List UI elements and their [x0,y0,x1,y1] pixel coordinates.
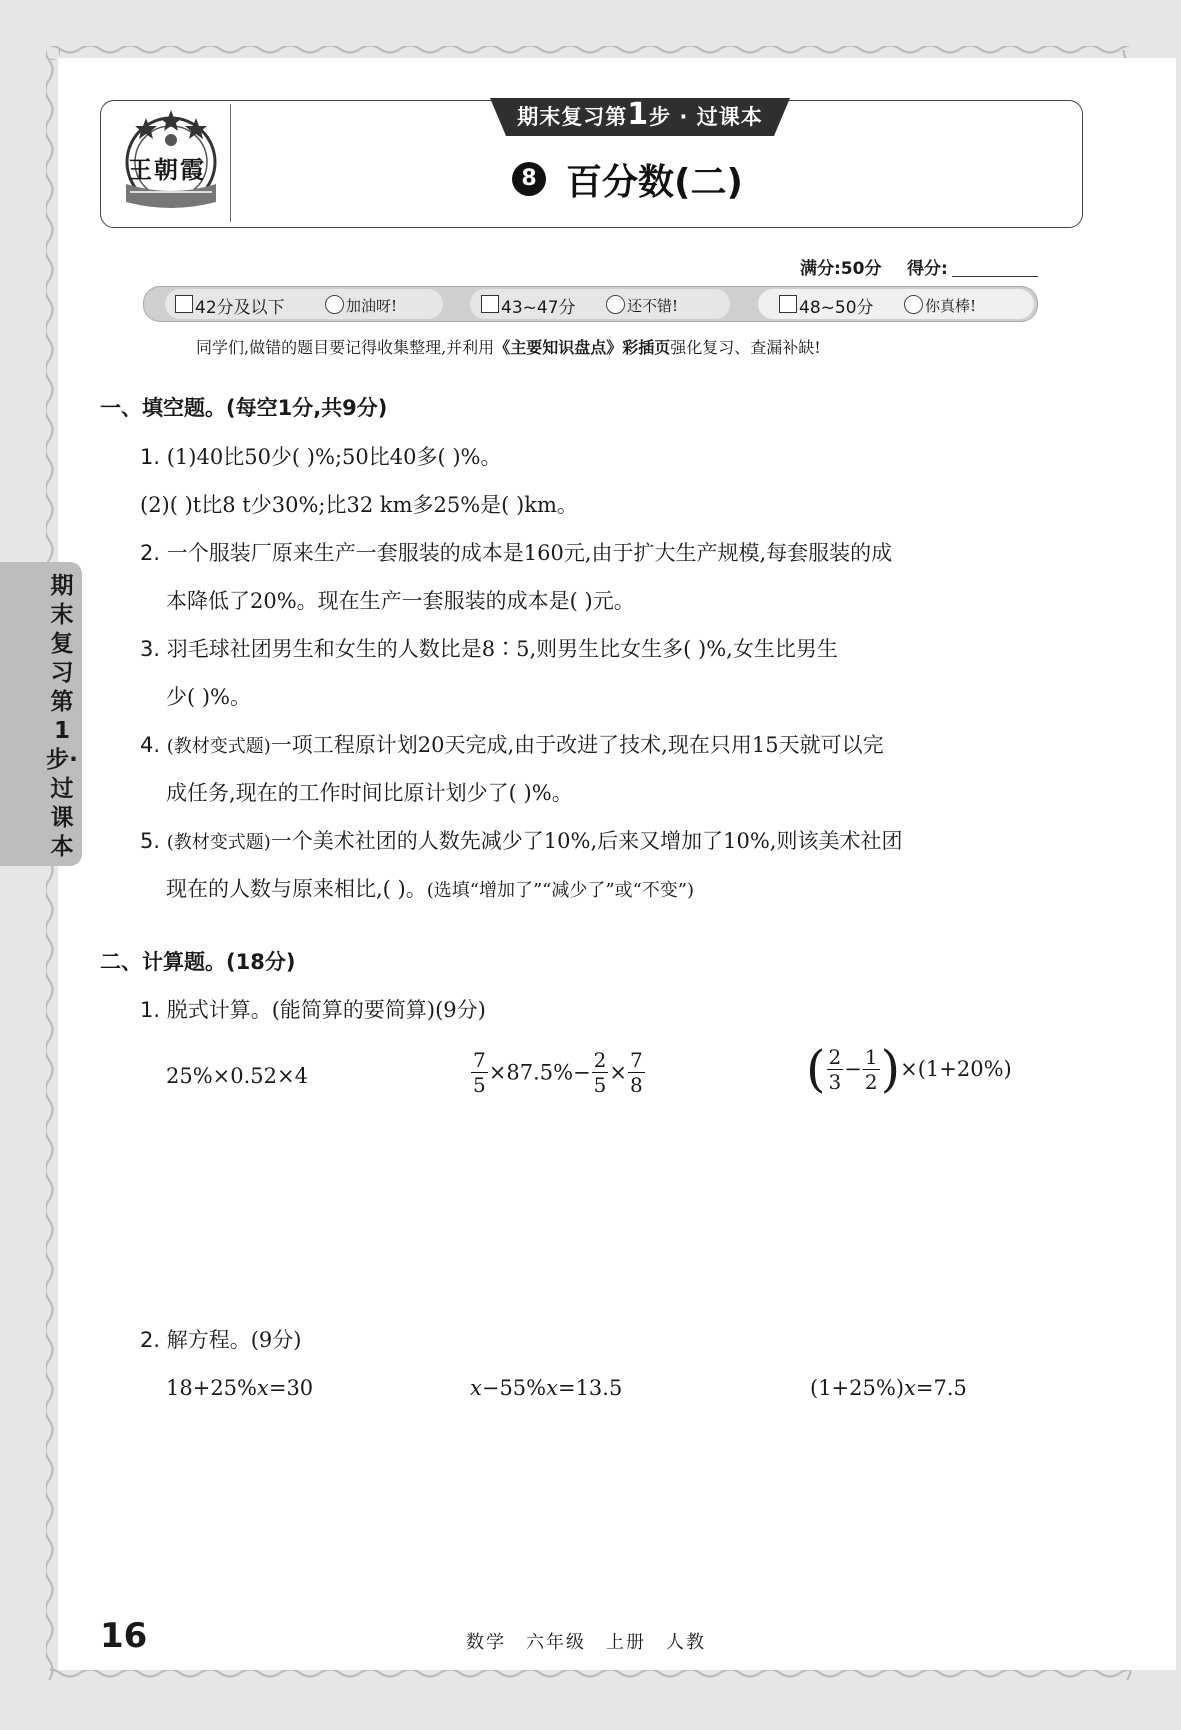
question-text: 本降低了20%。现在生产一套服装的成本是( )元。 [166,589,635,613]
section2-heading: 二、计算题。(18分) [100,950,296,974]
problem-number: 2. [140,1328,161,1352]
lesson-number-badge: 8 [512,162,546,196]
problem-2-title [140,1324,301,1354]
question-number: 2. [140,541,161,565]
question-text: (1)40比50少( )%;50比40多( )%。 [166,445,502,469]
question-number: 1. [140,445,161,469]
band-comment-3: 你真棒! [925,297,977,315]
question-number: 3. [140,637,161,661]
logo-name: 王朝霞 [128,155,206,184]
question-4-line-1 [140,729,884,759]
question-tag: (教材变式题) [166,832,271,853]
expression-1: 25%×0.52×4 [166,1064,308,1088]
note-text-a: 同学们,做错的题目要记得收集整理,并利用 [196,338,495,357]
step-banner-text [504,97,776,132]
score-blank[interactable] [952,276,1038,277]
smiley-icon [325,295,344,314]
note-text-b: 《主要知识盘点》彩插页 [494,338,671,357]
fraction: $\frac{2}{3}$ [828,1044,842,1094]
question-text: 现在的人数与原来相比,( )。 [166,877,427,901]
question-3-line-1 [140,633,838,663]
step-prefix: 期末复习第 [517,105,628,129]
page-number: 16 [100,1616,148,1656]
problem-text: 脱式计算。(能简算的要简算)(9分) [166,998,486,1022]
band-comment-2: 还不错! [627,297,679,315]
band-range-2: 43~47分 [501,298,576,318]
section1-heading: 一、填空题。(每空1分,共9分) [100,396,388,420]
smiley-icon [606,295,625,314]
smiley-icon [904,295,923,314]
question-text: 羽毛球社团男生和女生的人数比是8∶5,则男生比女生多( )%,女生比男生 [166,637,838,661]
band-checkbox-1[interactable] [175,295,193,313]
question-tag: (教材变式题) [166,736,271,757]
question-1-line-1 [140,441,501,471]
note-text-c: 强化复习、查漏补缺! [670,338,821,357]
question-number: 4. [140,733,161,757]
question-3-line-2 [166,681,251,711]
equation-2: x−55%x=13.5 [470,1376,623,1400]
question-text: 一项工程原计划20天完成,由于改进了技术,现在只用15天就可以完 [270,733,884,757]
question-text: 一个美术社团的人数先减少了10%,后来又增加了10%,则该美术社团 [270,829,903,853]
expression-2: $\frac{7}{5}$ ×87.5%− $\frac{2}{5}$ × $\frac{7}{8}$ [473,1048,643,1097]
question-text: 一个服装厂原来生产一套服装的成本是160元,由于扩大生产规模,每套服装的成 [166,541,893,565]
expression-3: ( $\frac{2}{3}$ − $\frac{1}{2}$ )×(1+20%) [806,1040,1012,1098]
fraction: $\frac{1}{2}$ [864,1044,878,1094]
book-info: 数学 六年级 上册 人教 [466,1632,706,1653]
question-text: 少( )%。 [166,685,252,709]
question-4-line-2 [166,777,573,807]
band-comment-1: 加油呀! [346,297,398,315]
logo-divider [230,104,231,222]
question-number: 5. [140,829,161,853]
problem-1-title [140,994,486,1024]
problem-text: 解方程。(9分) [166,1328,302,1352]
question-hint: (选填“增加了”“减少了”或“不变”) [426,880,695,901]
question-1-line-2 [140,489,578,519]
equation-3: (1+25%)x=7.5 [810,1376,967,1400]
full-score-label: 满分:50分 [800,259,882,279]
equation-1: 18+25%x=30 [166,1376,314,1400]
question-text: (2)( )t比8 t少30%;比32 km多25%是( )km。 [140,493,578,517]
fraction: $\frac{7}{8}$ [629,1048,643,1097]
step-number: 1 [627,97,650,132]
review-note [196,335,821,358]
fraction: $\frac{7}{5}$ [473,1048,486,1097]
band-range-1: 42分及以下 [195,298,285,318]
question-text: 成任务,现在的工作时间比原计划少了( )%。 [166,781,573,805]
side-tab-label: 期末复习第1步·过课本 [46,573,78,860]
band-checkbox-2[interactable] [481,295,499,313]
problem-number: 1. [140,998,161,1022]
page-title: 百分数(二) [566,162,743,203]
question-2-line-1 [140,537,892,567]
question-2-line-2 [166,585,635,615]
band-range-3: 48~50分 [799,298,874,318]
question-5-line-1 [140,825,902,855]
score-got-label: 得分: [907,259,948,279]
question-5-line-2 [166,873,694,903]
fraction: $\frac{2}{5}$ [593,1048,607,1097]
step-suffix: 步 · 过课本 [649,105,763,129]
band-checkbox-3[interactable] [779,295,797,313]
